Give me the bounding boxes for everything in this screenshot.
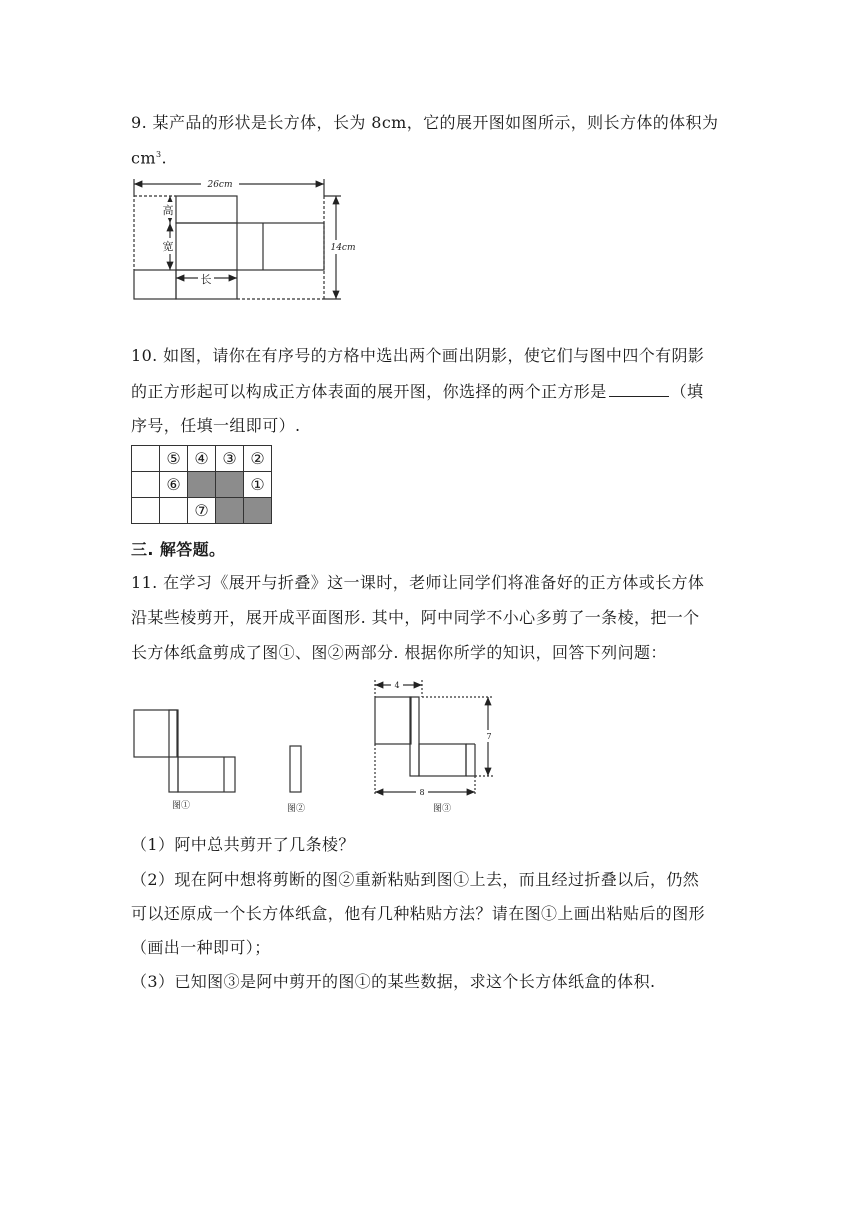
q10-grid-cell — [216, 472, 244, 498]
q11-text-line1: 11. 在学习《展开与折叠》这一课时，老师让同学们将准备好的正方体或长方体 — [131, 573, 705, 592]
q9-label-kuan: 宽 — [162, 240, 174, 253]
q9-width-label: 26cm — [207, 180, 233, 190]
q10-grid-cell — [188, 472, 216, 498]
q10-grid-row — [132, 472, 272, 498]
q9-unit-exponent: 3 — [155, 150, 162, 159]
q10-grid-cell — [244, 498, 272, 524]
q10-text-line3: 序号，任填一组即可）. — [131, 416, 301, 435]
q10-grid-cell — [132, 446, 160, 472]
q9-net-figure — [126, 174, 356, 304]
q10-grid-cell: ② — [244, 446, 272, 472]
q11-fig3-bottom-label: 8 — [419, 788, 425, 797]
q9-label-chang: 长 — [200, 273, 212, 286]
q11-text-line2: 沿某些棱剪开，展开成平面图形. 其中，阿中同学不小心多剪了一条棱，把一个 — [131, 608, 700, 627]
q9-text-line2 — [131, 145, 167, 168]
section-heading: 三. 解答题。 — [131, 540, 226, 559]
q11-fig2-caption: 图② — [286, 804, 306, 814]
q10-text-line2 — [131, 382, 703, 402]
q10-grid-cell — [160, 498, 188, 524]
q11-sub3: （3）已知图③是阿中剪开的图①的某些数据，求这个长方体纸盒的体积. — [131, 972, 656, 991]
q10-grid-cell: ⑤ — [160, 446, 188, 472]
q10-answer-blank[interactable] — [609, 382, 669, 397]
q9-unit-end: . — [161, 148, 167, 168]
q9-height-label: 14cm — [330, 243, 356, 253]
q11-sub2-line1: （2）现在阿中想将剪断的图②重新粘贴到图①上去，而且经过折叠以后，仍然 — [131, 870, 700, 889]
q9-text-line1: 9. 某产品的形状是长方体，长为 8cm，它的展开图如图所示，则长方体的体积为 — [131, 113, 719, 132]
q10-grid-row — [132, 498, 272, 524]
q10-grid — [131, 445, 272, 524]
q10-text-line1: 10. 如图，请你在有序号的方格中选出两个画出阴影，使它们与图中四个有阴影 — [131, 346, 705, 365]
q11-fig3-top-label: 4 — [394, 681, 400, 690]
q10-text-line2b: （填 — [670, 382, 704, 401]
q10-grid-cell — [132, 472, 160, 498]
q10-grid-cell: ① — [244, 472, 272, 498]
q11-figures — [126, 675, 506, 820]
q11-sub2-line2: 可以还原成一个长方体纸盒，他有几种粘贴方法？请在图①上画出粘贴后的图形 — [131, 904, 706, 923]
q11-sub2-line3: （画出一种即可）； — [131, 938, 271, 957]
q9-label-gao: 高 — [162, 204, 174, 217]
q9-unit: cm — [131, 148, 156, 168]
q11-fig3-right-label: 7 — [486, 732, 492, 741]
q10-grid-row — [132, 446, 272, 472]
q10-grid-cell: ⑦ — [188, 498, 216, 524]
q10-grid-cell — [216, 498, 244, 524]
q10-text-line2a: 的正方形起可以构成正方体表面的展开图，你选择的两个正方形是 — [131, 382, 607, 401]
q11-fig1-caption: 图① — [171, 801, 191, 811]
q11-text-line3: 长方体纸盒剪成了图①、图②两部分. 根据你所学的知识，回答下列问题： — [131, 643, 667, 662]
q10-grid-cell — [132, 498, 160, 524]
q10-grid-cell: ③ — [216, 446, 244, 472]
q11-fig3-caption: 图③ — [432, 804, 452, 814]
q10-grid-cell: ⑥ — [160, 472, 188, 498]
q11-sub1: （1）阿中总共剪开了几条棱？ — [131, 835, 355, 854]
q10-grid-cell: ④ — [188, 446, 216, 472]
